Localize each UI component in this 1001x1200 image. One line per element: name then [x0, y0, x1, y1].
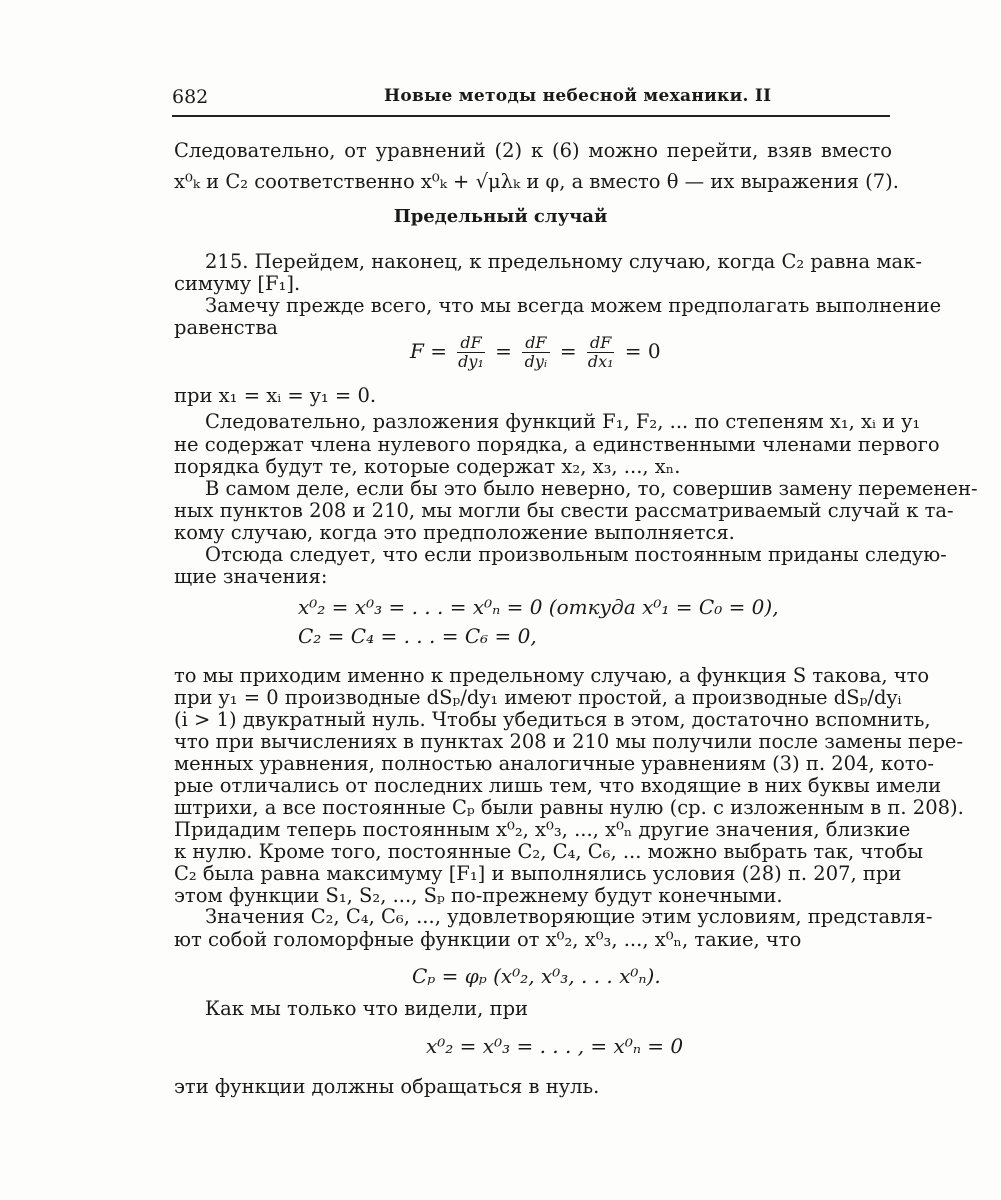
- para-5-line-1: В самом деле, если бы это было неверно, то, совершив замену переменен-: [205, 477, 978, 500]
- eq1-f3-denominator: dx₁: [587, 352, 614, 371]
- para-10: эти функции должны обращаться в нуль.: [174, 1075, 600, 1098]
- eq1-lhs: F =: [410, 339, 447, 363]
- para-215-line-2: симуму [F₁].: [174, 272, 301, 295]
- eq1-fraction-1: [457, 334, 484, 371]
- para-7-line-1: то мы приходим именно к предельному случаю, а функция S такова, что: [174, 664, 930, 687]
- running-title: Новые методы небесной механики. II: [384, 86, 772, 106]
- para-7-line-2: при y₁ = 0 производные dSₚ/dy₁ имеют простой, а производные dSₚ/dyᵢ: [174, 686, 902, 709]
- para-7-line-9: к нулю. Кроме того, постоянные C₂, C₄, C₆, ... можно выбрать так, чтобы: [174, 840, 924, 863]
- equation-4: x⁰₂ = x⁰₃ = . . . , = x⁰ₙ = 0: [426, 1034, 684, 1058]
- para-4-line-2: не содержат члена нулевого порядка, а единственными членами первого: [174, 433, 940, 456]
- eq1-fraction-3: [587, 334, 614, 371]
- intro-line-1: Следовательно, от уравнений (2) к (6) можно перейти, взяв вместо: [174, 139, 892, 162]
- eq1-f2-denominator: dyᵢ: [524, 352, 548, 371]
- para-5-line-3: кому случаю, когда это предположение выполняется.: [174, 521, 735, 544]
- equation-2-line-1: x⁰₂ = x⁰₃ = . . . = x⁰ₙ = 0 (откуда x⁰₁ = C₀ = 0),: [298, 595, 779, 619]
- intro-line-2: x⁰ₖ и C₂ соответственно x⁰ₖ + √μλₖ и φ, а вместо θ — их выражения (7).: [174, 170, 899, 193]
- eq1-f3-numerator: dF: [587, 334, 614, 353]
- para-7-line-3: (i > 1) двукратный нуль. Чтобы убедиться в этом, достаточно вспомнить,: [174, 708, 931, 731]
- para-215-line-1: 215. Перейдем, наконец, к предельному случаю, когда C₂ равна мак-: [205, 250, 922, 273]
- para-7-line-4: что при вычислениях в пунктах 208 и 210 мы получили после замены пере-: [174, 730, 964, 753]
- eq1-equals-b: =: [559, 339, 577, 363]
- para-8-line-1: Значения C₂, C₄, C₆, ..., удовлетворяющие этим условиям, представля-: [205, 905, 933, 928]
- para-7-line-8: Придадим теперь постоянным x⁰₂, x⁰₃, ..., x⁰ₙ другие значения, близкие: [174, 818, 911, 841]
- header-rule: [172, 115, 890, 117]
- para-8-line-2: ют собой голоморфные функции от x⁰₂, x⁰₃, ..., x⁰ₙ, такие, что: [174, 928, 802, 951]
- page-number: 682: [172, 86, 209, 108]
- eq1-equals-a: =: [495, 339, 512, 363]
- eq1-equals-zero: = 0: [624, 339, 661, 363]
- para-7-line-5: менных уравнения, полностью аналогичные уравнениям (3) п. 204, кото-: [174, 752, 934, 775]
- eq1-f1-denominator: dy₁: [458, 352, 484, 371]
- eq1-fraction-2: [522, 334, 549, 371]
- equation-1: [410, 334, 661, 371]
- para-7-line-7: штрихи, а все постоянные Cₚ были равны нулю (ср. с изложенным в п. 208).: [174, 796, 964, 819]
- para-6-line-2: щие значения:: [174, 565, 328, 588]
- para-7-line-6: рые отличались от последних лишь тем, что входящие в них буквы имели: [174, 774, 942, 797]
- eq1-f1-numerator: dF: [457, 334, 484, 353]
- section-title: Предельный случай: [393, 206, 608, 227]
- equation-2-line-2: C₂ = C₄ = . . . = C₆ = 0,: [298, 624, 537, 648]
- para-9: Как мы только что видели, при: [205, 997, 529, 1020]
- para-7-line-11: этом функции S₁, S₂, ..., Sₚ по-прежнему будут конечными.: [174, 884, 783, 907]
- equation-3: Cₚ = φₚ (x⁰₂, x⁰₃, . . . x⁰ₙ).: [412, 964, 661, 988]
- para-7-line-10: C₂ была равна максимуму [F₁] и выполнялись условия (28) п. 207, при: [174, 862, 902, 885]
- para-2-line-2: равенства: [174, 316, 278, 339]
- para-5-line-2: ных пунктов 208 и 210, мы могли бы свести рассматриваемый случай к та-: [174, 499, 954, 522]
- para-3: при x₁ = xᵢ = y₁ = 0.: [174, 384, 377, 407]
- para-6-line-1: Отсюда следует, что если произвольным постоянным приданы следую-: [205, 543, 947, 566]
- para-4-line-1: Следовательно, разложения функций F₁, F₂, ... по степеням x₁, xᵢ и y₁: [205, 410, 921, 433]
- para-4-line-3: порядка будут те, которые содержат x₂, x₃, ..., xₙ.: [174, 455, 681, 478]
- para-2-line-1: Замечу прежде всего, что мы всегда можем предполагать выполнение: [205, 294, 942, 317]
- eq1-f2-numerator: dF: [522, 334, 549, 353]
